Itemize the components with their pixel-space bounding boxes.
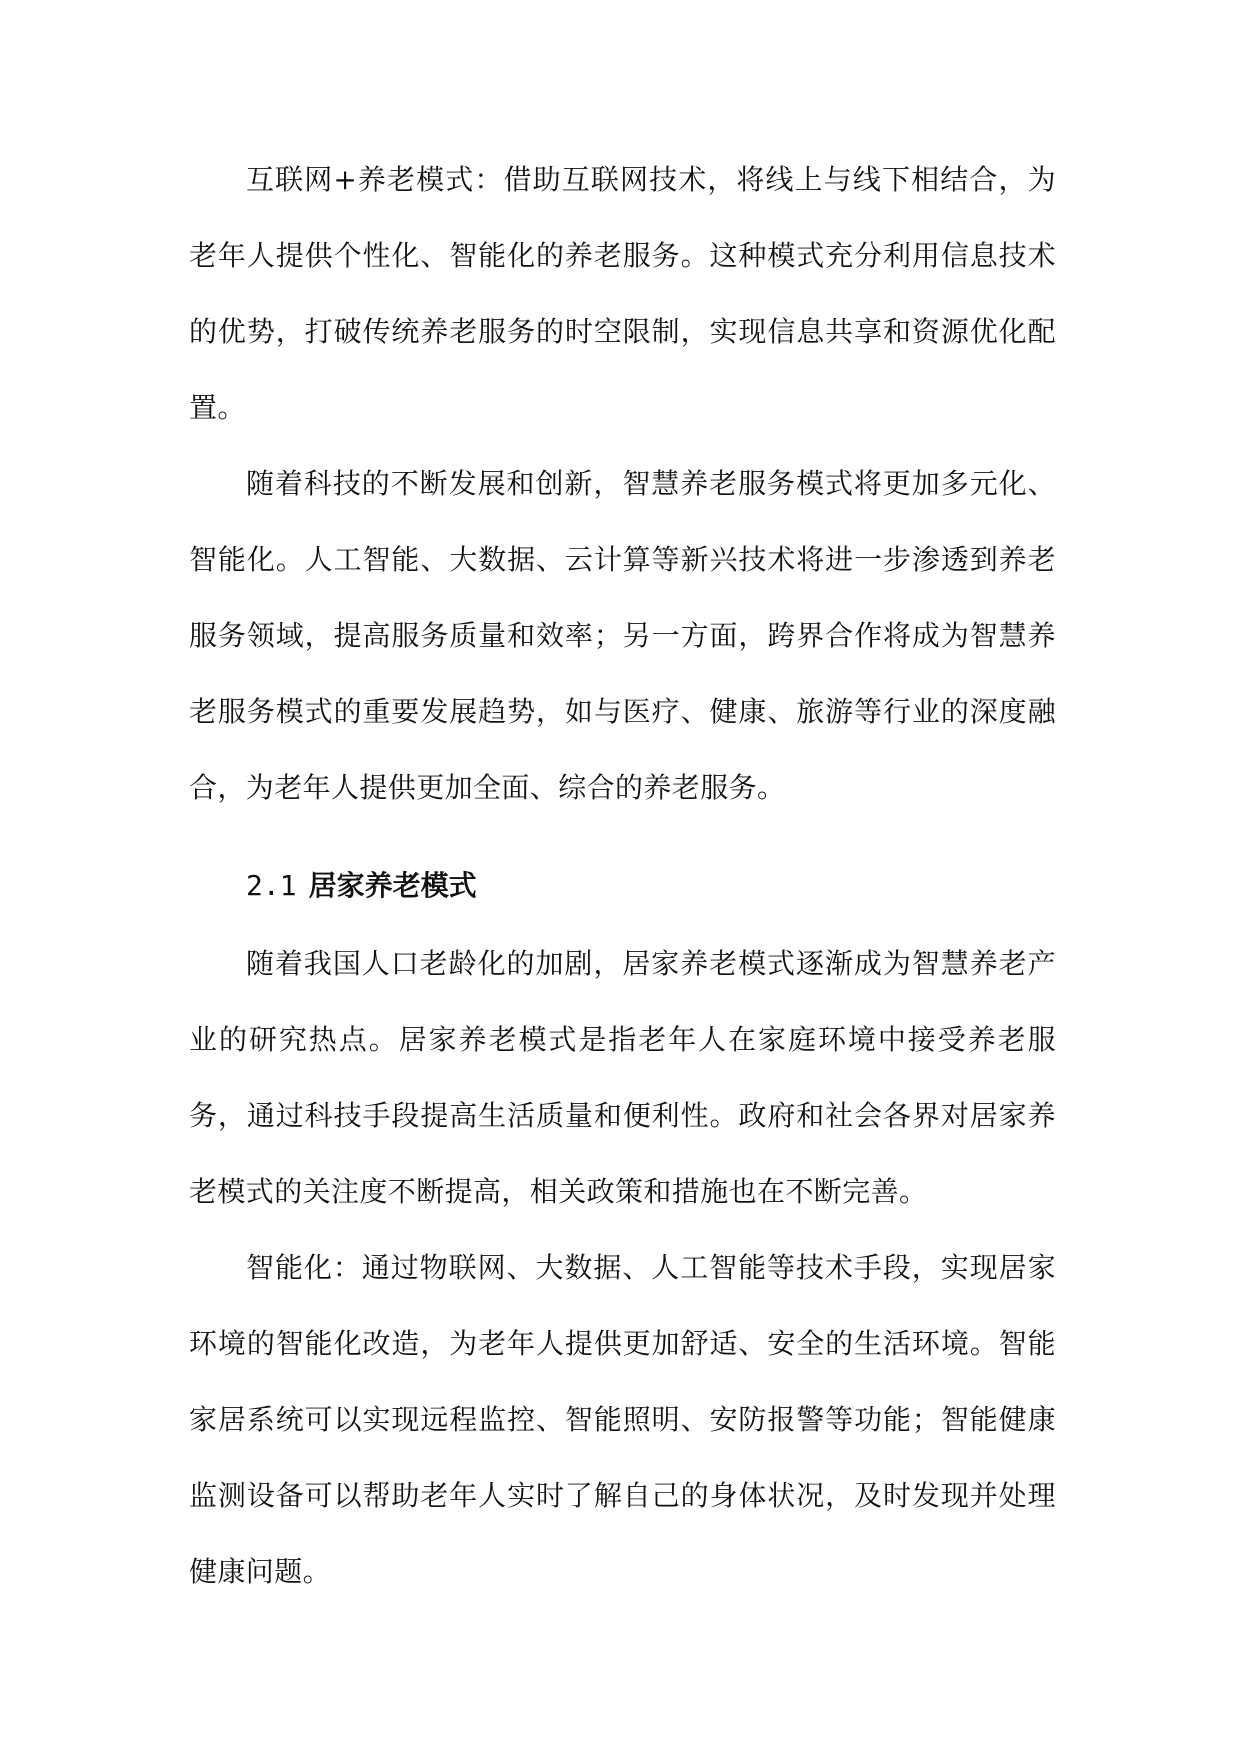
document-body [189,142,1056,1610]
section-heading [189,854,1056,918]
section-number: 2.1 [246,869,297,902]
section-title: 居家养老模式 [308,869,477,902]
paragraph-future-trends: 随着科技的不断发展和创新，智慧养老服务模式将更加多元化、智能化。人工智能、大数据、云计算等新兴技术将进一步渗透到养老服务领域，提高服务质量和效率；另一方面，跨界合作将成为智慧养老服务模式的重要发展趋势，如与医疗、健康、旅游等行业的深度融合，为老年人提供更加全面、综合的养老服务。 [189,467,1056,804]
paragraph-internet-elderly-care: 互联网+养老模式：借助互联网技术，将线上与线下相结合，为老年人提供个性化、智能化的养老服务。这种模式充分利用信息技术的优势，打破传统养老服务的时空限制，实现信息共享和资源优化配置。 [189,163,1056,424]
paragraph-intelligent-home: 智能化：通过物联网、大数据、人工智能等技术手段，实现居家环境的智能化改造，为老年人提供更加舒适、安全的生活环境。智能家居系统可以实现远程监控、智能照明、安防报警等功能；智能健康监测设备可以帮助老年人实时了解自己的身体状况，及时发现并处理健康问题。 [189,1251,1056,1588]
paragraph-home-care-intro: 随着我国人口老龄化的加剧，居家养老模式逐渐成为智慧养老产业的研究热点。居家养老模式是指老年人在家庭环境中接受养老服务，通过科技手段提高生活质量和便利性。政府和社会各界对居家养老模式的关注度不断提高，相关政策和措施也在不断完善。 [189,947,1056,1208]
